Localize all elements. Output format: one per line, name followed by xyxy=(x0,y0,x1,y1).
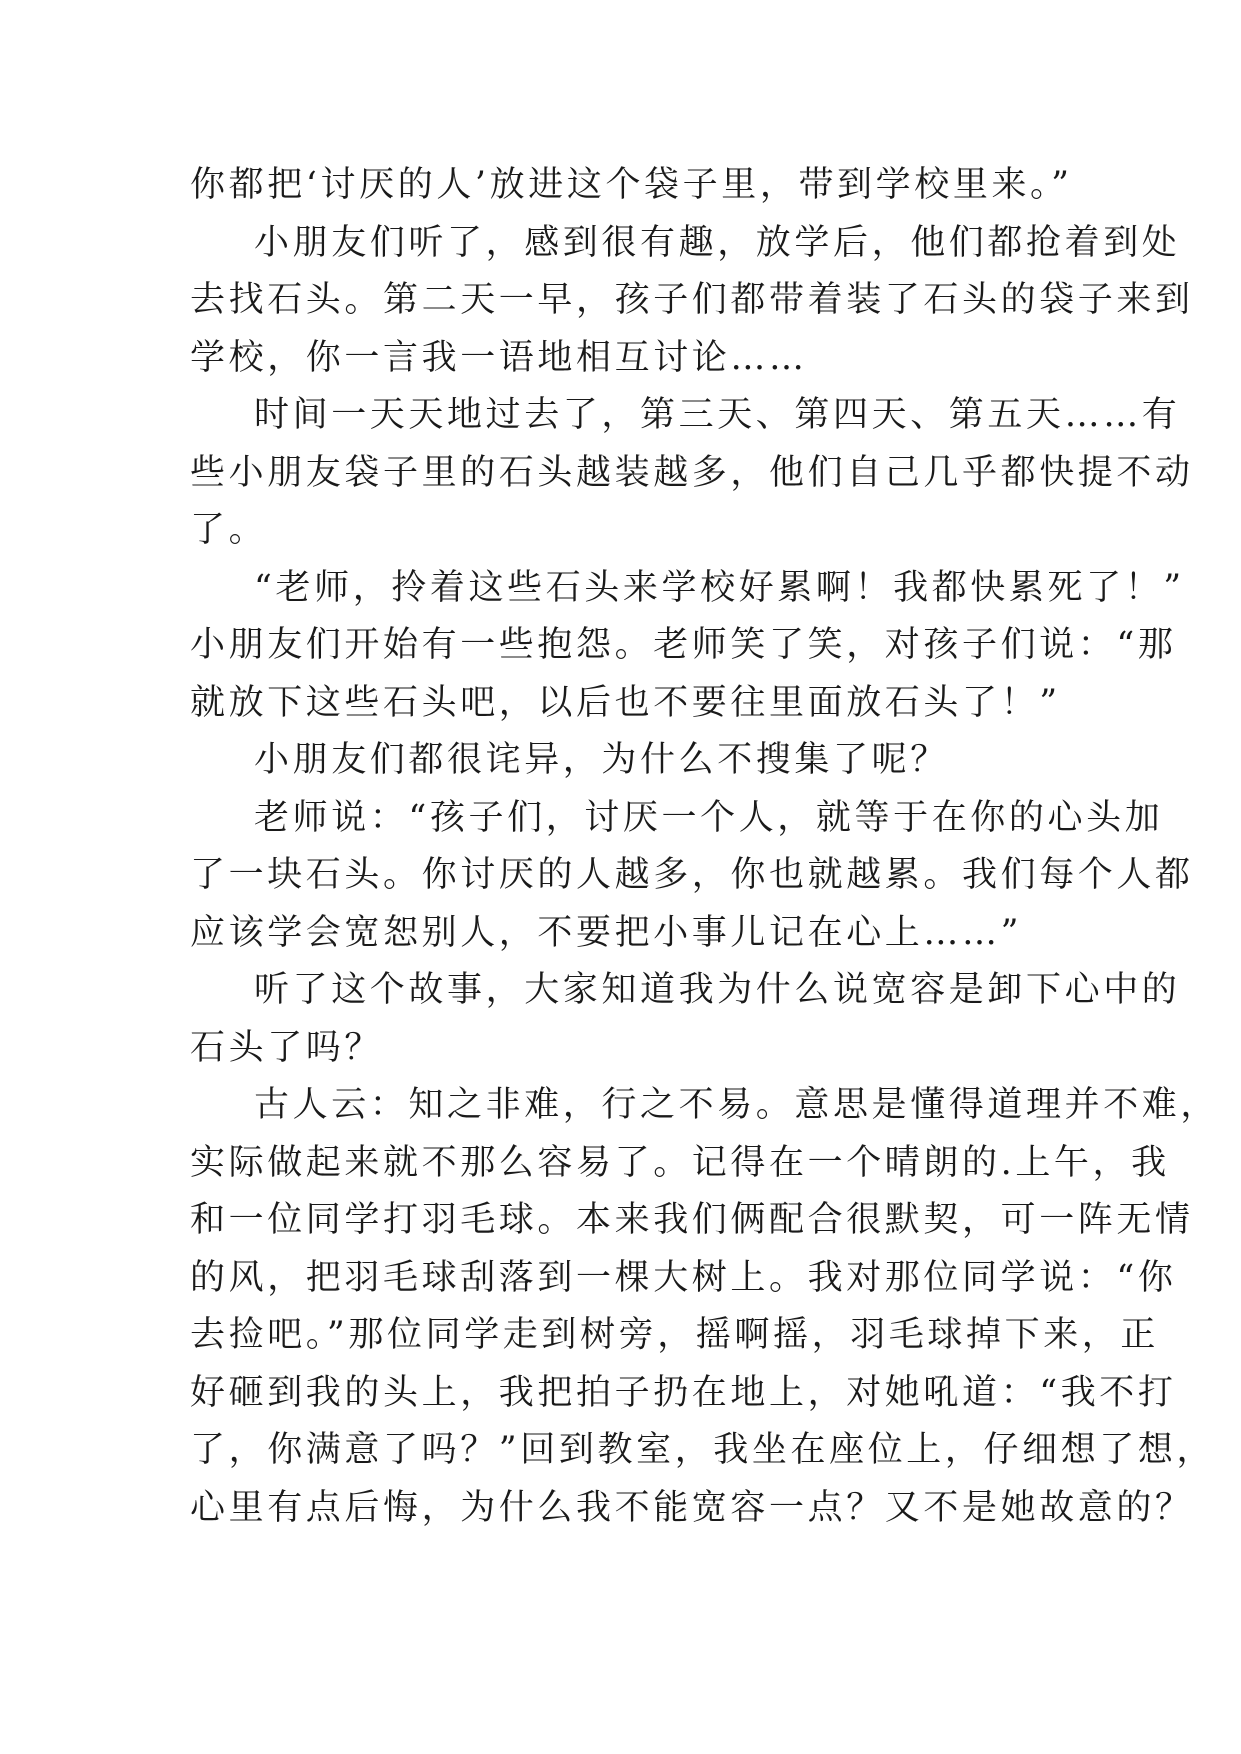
text-line-23: 了，你满意了吗？”回到教室，我坐在座位上，仔细想了想， xyxy=(190,1430,1216,1470)
text-line-8: “老师，拎着这些石头来学校好累啊！我都快累死了！” xyxy=(254,567,1185,608)
text-line-11: 小朋友们都很诧异，为什么不搜集了呢？ xyxy=(254,740,949,780)
text-line-12: 老师说：“孩子们，讨厌一个人，就等于在你的心头加 xyxy=(254,797,1164,838)
text-line-13: 了一块石头。你讨厌的人越多，你也就越累。我们每个人都 xyxy=(190,855,1194,895)
text-line-20: 的风，把羽毛球刮落到一棵大树上。我对那位同学说：“你 xyxy=(190,1257,1177,1298)
text-line-22: 好砸到我的头上，我把拍子扔在地上，对她吼道：“我不打 xyxy=(190,1372,1177,1413)
text-line-14: 应该学会宽恕别人，不要把小事儿记在心上……” xyxy=(190,912,1023,953)
text-line-15: 听了这个故事，大家知道我为什么说宽容是卸下心中的 xyxy=(254,970,1181,1010)
text-line-1: 你都把‘讨厌的人’放进这个袋子里，带到学校里来。” xyxy=(190,165,1073,205)
text-line-24: 心里有点后悔，为什么我不能宽容一点？又不是她故意的？ xyxy=(190,1487,1194,1528)
text-line-4: 学校，你一言我一语地相互讨论…… xyxy=(190,337,808,378)
text-line-19: 和一位同学打羽毛球。本来我们俩配合很默契，可一阵无情 xyxy=(190,1200,1194,1240)
text-line-18: 实际做起来就不那么容易了。记得在一个晴朗的.上午，我 xyxy=(190,1142,1170,1183)
text-line-21: 去捡吧。”那位同学走到树旁，摇啊摇，羽毛球掉下来，正 xyxy=(190,1315,1159,1355)
text-line-16: 石头了吗？ xyxy=(190,1027,384,1068)
text-line-9: 小朋友们开始有一些抱怨。老师笑了笑，对孩子们说：“那 xyxy=(190,625,1177,665)
text-line-3: 去找石头。第二天一早，孩子们都带着装了石头的袋子来到 xyxy=(190,280,1194,320)
text-line-7: 了。 xyxy=(190,510,268,550)
body-text xyxy=(190,157,1220,1537)
text-line-2: 小朋友们听了，感到很有趣，放学后，他们都抢着到处 xyxy=(254,222,1181,263)
text-line-6: 些小朋友袋子里的石头越装越多，他们自己几乎都快提不动 xyxy=(190,452,1194,493)
text-line-17: 古人云：知之非难，行之不易。意思是懂得道理并不难， xyxy=(254,1085,1220,1125)
text-line-5: 时间一天天地过去了，第三天、第四天、第五天……有 xyxy=(254,395,1181,435)
text-line-10: 就放下这些石头吧，以后也不要往里面放石头了！” xyxy=(190,682,1061,723)
